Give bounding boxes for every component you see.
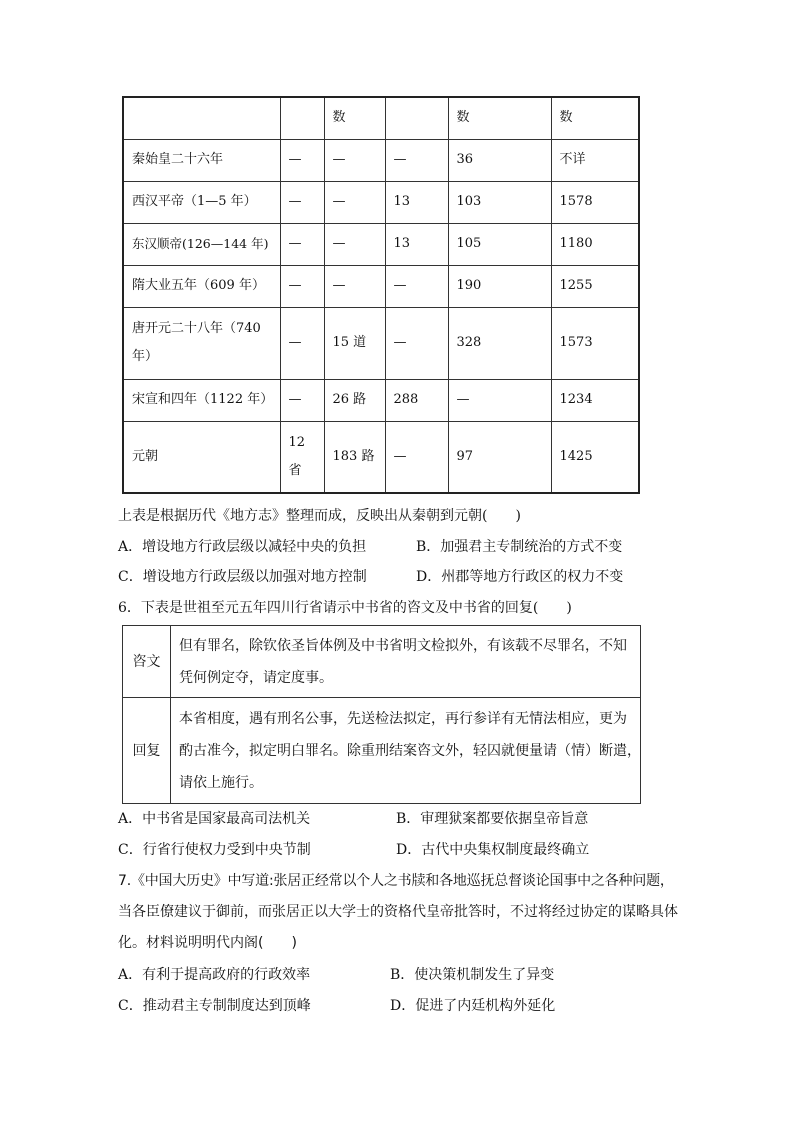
table-cell: 秦始皇二十六年 (123, 139, 280, 181)
table-cell: 13 (385, 181, 448, 223)
table-cell: 328 (448, 307, 551, 379)
table-cell: 36 (448, 139, 551, 181)
table-cell: — (448, 379, 551, 421)
table-cell: 26 路 (324, 379, 385, 421)
table-cell: 咨文 (123, 626, 171, 698)
table-cell: 1425 (551, 421, 639, 493)
table-cell: 97 (448, 421, 551, 493)
q5-option-d[interactable]: D．州郡等地方行政区的权力不变 (416, 569, 624, 585)
table-row (123, 265, 639, 307)
cell-line: 但有罪名，除钦依圣旨体例及中书省明文检拟外，有该载不尽罪名，不知 (179, 637, 627, 654)
table-cell: 数 (324, 97, 385, 139)
table-cell: 数 (448, 97, 551, 139)
table-row (123, 379, 639, 421)
q5-stem: 上表是根据历代《地方志》整理而成，反映出从秦朝到元朝( ) (118, 508, 521, 524)
q6-option-d[interactable]: D．古代中央集权制度最终确立 (396, 842, 590, 858)
cell-line: 酌古准今，拟定明白罪名。除重刑结案咨文外，轻囚就便量请（情）断遣， (179, 742, 641, 759)
table-cell: 1234 (551, 379, 639, 421)
q6-option-c[interactable]: C．行省行使权力受到中央节制 (118, 842, 311, 858)
table-cell: 唐开元二十八年（740 年） (123, 307, 280, 379)
table-row (123, 223, 639, 265)
table-cell: — (324, 139, 385, 181)
admin-levels-table (122, 96, 640, 494)
table-cell: — (385, 307, 448, 379)
table-cell: — (280, 223, 324, 265)
table-cell: — (280, 181, 324, 223)
table-cell: 回复 (123, 698, 171, 804)
table-cell: 数 (551, 97, 639, 139)
table-cell: — (280, 265, 324, 307)
table-cell: 1573 (551, 307, 639, 379)
q5-option-b[interactable]: B．加强君主专制统治的方式不变 (416, 539, 623, 555)
table-cell (385, 97, 448, 139)
table-cell: 183 路 (324, 421, 385, 493)
q7-stem-line1: 7.《中国大历史》中写道:张居正经常以个人之书牍和各地巡抚总督谈论国事中之各种问题， (118, 873, 674, 889)
cell-line: 本省相度，遇有刑名公事，先送检法拟定，再行参详有无情法相应，更为 (179, 710, 627, 727)
table-header-row (123, 97, 639, 139)
table-cell: — (324, 223, 385, 265)
table-cell: — (324, 181, 385, 223)
table-cell: 15 道 (324, 307, 385, 379)
table-cell: 190 (448, 265, 551, 307)
q7-stem-line3: 化。材料说明明代内阁( ) (118, 935, 297, 951)
q6-stem: 6．下表是世祖至元五年四川行省请示中书省的咨文及中书省的回复( ) (118, 600, 572, 616)
table-cell: 东汉顺帝(126—144 年) (123, 223, 280, 265)
table-row (123, 626, 641, 698)
q7-stem-line2: 当各臣僚建议于御前，而张居正以大学士的资格代皇帝批答时，不过将经过协定的谋略具体 (118, 904, 678, 920)
table-cell: 不详 (551, 139, 639, 181)
q5-option-c[interactable]: C．增设地方行政层级以加强对地方控制 (118, 569, 367, 585)
table-cell: 元朝 (123, 421, 280, 493)
table-cell (123, 97, 280, 139)
table-cell: 1578 (551, 181, 639, 223)
cell-line: 请依上施行。 (179, 774, 263, 791)
table-cell: 288 (385, 379, 448, 421)
table-cell: 1180 (551, 223, 639, 265)
q7-option-a[interactable]: A．有利于提高政府的行政效率 (118, 967, 311, 983)
table-cell: 1255 (551, 265, 639, 307)
table-cell (171, 626, 641, 698)
table-cell: — (385, 265, 448, 307)
table-row (123, 139, 639, 181)
table-cell: 103 (448, 181, 551, 223)
q6-option-b[interactable]: B．审理狱案都要依据皇帝旨意 (396, 811, 589, 827)
table-cell: — (324, 265, 385, 307)
table-cell: 西汉平帝（1—5 年） (123, 181, 280, 223)
table-cell (171, 698, 641, 804)
table-cell: 13 (385, 223, 448, 265)
table-cell: 宋宣和四年（1122 年） (123, 379, 280, 421)
table-row (123, 421, 639, 493)
q7-option-d[interactable]: D．促进了内廷机构外延化 (390, 998, 556, 1014)
table-cell: — (385, 421, 448, 493)
table-cell: 12 省 (280, 421, 324, 493)
q7-option-c[interactable]: C．推动君主专制制度达到顶峰 (118, 998, 311, 1014)
table-cell: — (385, 139, 448, 181)
table-cell: — (280, 307, 324, 379)
table-cell: — (280, 139, 324, 181)
cell-line: 凭何例定夺，请定度事。 (179, 669, 333, 686)
table-cell: 隋大业五年（609 年） (123, 265, 280, 307)
table-row (123, 181, 639, 223)
q6-documents-table (122, 625, 641, 804)
table-cell (280, 97, 324, 139)
table-row (123, 307, 639, 379)
table-row (123, 698, 641, 804)
q5-option-a[interactable]: A．增设地方行政层级以减轻中央的负担 (118, 539, 367, 555)
table-cell: — (280, 379, 324, 421)
q6-option-a[interactable]: A．中书省是国家最高司法机关 (118, 811, 311, 827)
table-cell: 105 (448, 223, 551, 265)
q7-option-b[interactable]: B．使决策机制发生了异变 (390, 967, 555, 983)
